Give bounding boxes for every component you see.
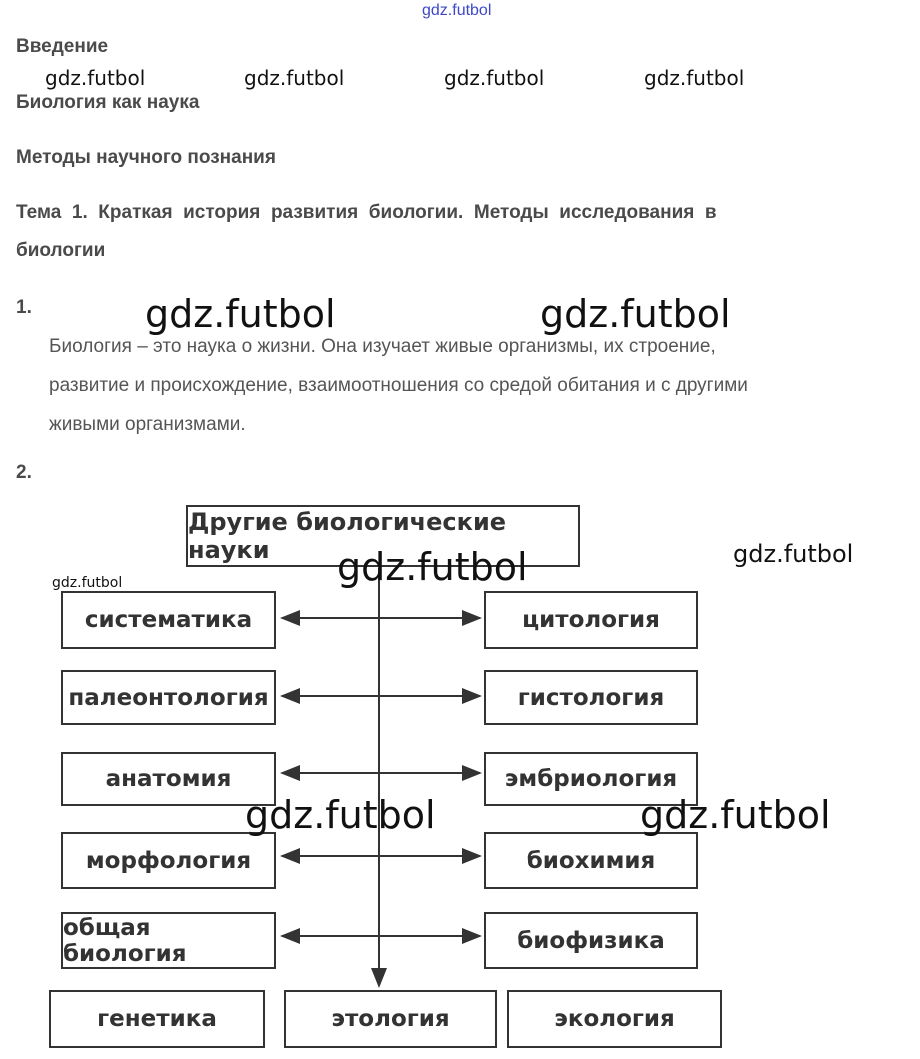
diagram-top-box: Другие биологические науки (186, 505, 580, 567)
watermark: gdz.futbol (337, 545, 528, 589)
heading-biology-as-science: Биология как наука (16, 92, 200, 113)
diagram-right-box: эмбриология (484, 752, 698, 806)
watermark: gdz.futbol (733, 540, 854, 568)
heading-topic-line1: Тема 1. Краткая история развития биологии. Методы исследования в (16, 202, 717, 223)
diagram-left-box: систематика (61, 591, 276, 649)
task1-answer-line: Биология – это наука о жизни. Она изучает живые организмы, их строение, (49, 336, 716, 357)
watermark: gdz.futbol (640, 793, 831, 837)
diagram-right-box: биофизика (484, 912, 698, 969)
task-number-1: 1. (16, 297, 32, 318)
watermark: gdz.futbol (540, 292, 731, 336)
diagram-bottom-box: генетика (49, 990, 265, 1048)
diagram-left-box: общая биология (61, 912, 276, 969)
task-number-2: 2. (16, 462, 32, 483)
diagram-bottom-box: этология (284, 990, 497, 1048)
watermark: gdz.futbol (45, 66, 146, 90)
watermark: gdz.futbol (245, 793, 436, 837)
task1-answer-line: живыми организмами. (49, 414, 246, 435)
diagram-right-box: цитология (484, 591, 698, 649)
watermark: gdz.futbol (644, 66, 745, 90)
diagram-left-box: палеонтология (61, 670, 276, 725)
watermark: gdz.futbol (444, 66, 545, 90)
watermark-top: gdz.futbol (422, 2, 492, 19)
diagram-left-box: морфология (61, 832, 276, 889)
watermark: gdz.futbol (145, 292, 336, 336)
diagram-left-box: анатомия (61, 752, 276, 806)
diagram-right-box: гистология (484, 670, 698, 725)
heading-topic-line2: биологии (16, 240, 106, 261)
task1-answer-line: развитие и происхождение, взаимоотношения со средой обитания и с другими (49, 375, 748, 396)
heading-intro: Введение (16, 36, 109, 57)
heading-methods: Методы научного познания (16, 147, 276, 168)
watermark: gdz.futbol (52, 575, 123, 591)
diagram-bottom-box: экология (507, 990, 722, 1048)
watermark: gdz.futbol (244, 66, 345, 90)
diagram-right-box: биохимия (484, 832, 698, 889)
